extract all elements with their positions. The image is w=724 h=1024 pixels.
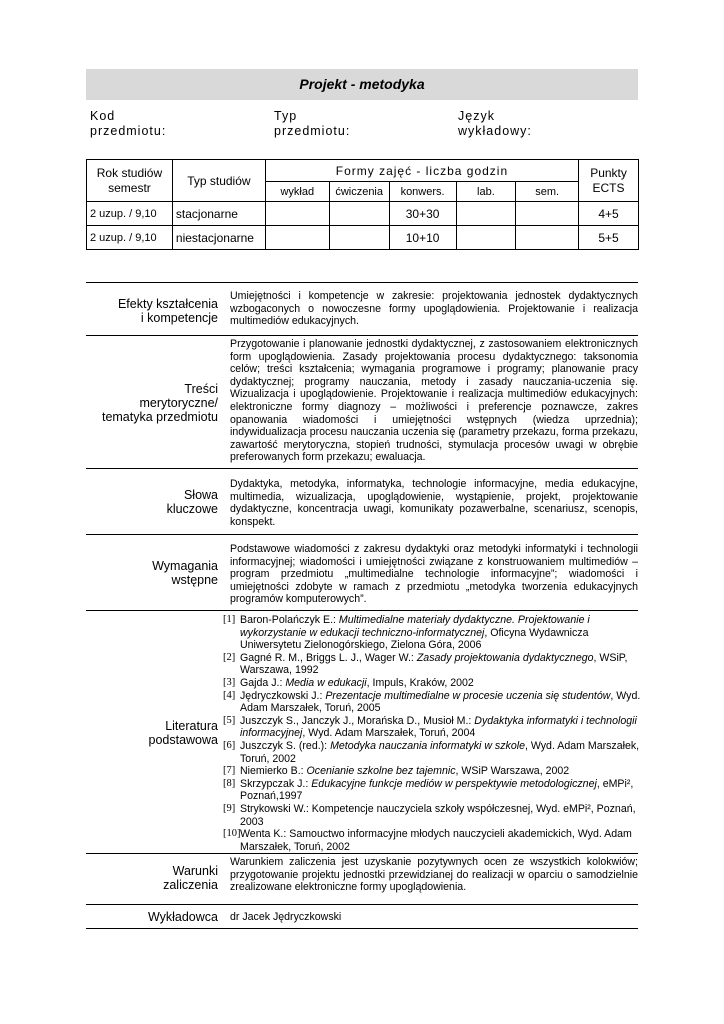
- typ-cell: stacjonarne: [172, 202, 265, 226]
- list-item: [223, 803, 641, 828]
- lit-publisher: , Wyd. Adam Marszałek, Toruń, 2004: [302, 727, 476, 740]
- lit-number: [9]: [223, 802, 236, 814]
- kod-przedmiotu-label: Kod przedmiotu:: [90, 109, 167, 138]
- lit-author: Juszczyk S., Janczyk J., Morańska D., Musioł M.:: [240, 714, 475, 727]
- list-item: [223, 740, 641, 765]
- rok-studiow-header: Rok studiów semestr: [87, 160, 173, 202]
- lit-number: [2]: [223, 651, 236, 663]
- list-item: [223, 677, 641, 690]
- lit-number: [5]: [223, 714, 236, 726]
- list-item: [223, 765, 641, 778]
- lit-number: [8]: [223, 777, 236, 789]
- lab-cell: [456, 202, 516, 226]
- typ-przedmiotu-label: Typ przedmiotu:: [274, 109, 351, 138]
- slowa-section: [86, 468, 638, 535]
- typ-cell: niestacjonarne: [172, 226, 265, 250]
- konwers-cell: 30+30: [389, 202, 456, 226]
- punkty-ects-header: Punkty ECTS: [579, 160, 639, 202]
- lit-author: Strykowski W.: Kompetencje nauczyciela szkoły współczesnej, Wyd. eMPi², Poznań, 2003: [240, 802, 636, 828]
- literatura-section: [86, 610, 641, 854]
- lit-number: [4]: [223, 689, 236, 701]
- cwiczenia-cell: [329, 226, 389, 250]
- wykladowca-label: Wykładowca: [147, 910, 218, 924]
- rok-cell: 2 uzup. / 9,10: [87, 226, 173, 250]
- tresci-label: Treści merytoryczne/ tematyka przedmiotu: [101, 382, 218, 424]
- efekty-section: [86, 282, 638, 336]
- lit-author: Jędryczkowski J.:: [240, 689, 326, 702]
- lit-publisher: , WSiP Warszawa, 2002: [455, 765, 570, 778]
- warunki-label: Warunki zaliczenia: [163, 864, 218, 892]
- slowa-text: Dydaktyka, metodyka, informatyka, technologie informacyjne, media edukacyjne, multimedia, wizualizacja, upoglądowienie, wystąpienie, projekt, projektowanie dydaktyczne, koncentracja uwagi, komunikaty pozawerbalne, scenariusz, scenopis, konspekt.: [230, 478, 638, 528]
- lab-header: lab.: [456, 182, 516, 202]
- sem-header: sem.: [516, 182, 579, 202]
- rok-cell: 2 uzup. / 9,10: [87, 202, 173, 226]
- wykladowca-name: dr Jacek Jędryczkowski: [230, 911, 342, 923]
- jezyk-wykladowy-label: Język wykładowy:: [458, 109, 532, 138]
- lit-publisher: , eMPi², Poznań,1997: [240, 777, 634, 803]
- typ-studiow-header: Typ studiów: [172, 160, 265, 202]
- konwers-header: konwers.: [389, 182, 456, 202]
- bottom-divider: [86, 928, 638, 929]
- table-row: [87, 226, 639, 250]
- lit-publisher: , Wyd. Adam Marszałek, Toruń, 2002: [240, 739, 640, 765]
- lit-author: Gagné R. M., Briggs L. J., Wager W.:: [240, 651, 417, 664]
- lit-title: Zasady projektowania dydaktycznego: [416, 651, 594, 664]
- lit-author: Gajda J.:: [240, 676, 286, 689]
- lit-title: Metodyka nauczania informatyki w szkole: [330, 739, 525, 752]
- efekty-text: Umiejętności i kompetencje w zakresie: projektowania jednostek dydaktycznych wzbogaconych o nowoczesne formy upoglądowienia. Projektowanie i realizacja multimediów edukacyjnych.: [230, 290, 638, 328]
- formy-zajec-header: Formy zajęć - liczba godzin: [265, 160, 578, 182]
- konwers-cell: 10+10: [389, 226, 456, 250]
- lit-title: Edukacyjne funkcje mediów w perspektywie metodologicznej: [311, 777, 597, 790]
- lit-publisher: , Impuls, Kraków, 2002: [366, 676, 474, 689]
- list-item: [223, 828, 641, 853]
- cwiczenia-cell: [329, 202, 389, 226]
- lit-number: [1]: [223, 614, 236, 625]
- lit-number: [10]: [223, 828, 241, 840]
- literatura-list: [223, 614, 641, 853]
- lit-author: Skrzypczak J.:: [240, 777, 312, 790]
- wykladowca-section: [86, 904, 638, 929]
- warunki-section: [86, 853, 638, 905]
- lit-number: [7]: [223, 765, 236, 777]
- lit-number: [6]: [223, 739, 236, 751]
- sem-cell: [516, 202, 579, 226]
- lit-author: Baron-Polańczyk E.:: [240, 614, 339, 626]
- lit-title: Dydaktyka informatyki i technologii informacyjnej: [240, 714, 637, 740]
- tresci-section: [86, 335, 638, 469]
- lit-title: Ocenianie szkolne bez tajemnic: [306, 765, 456, 778]
- sem-cell: [516, 226, 579, 250]
- list-item: [223, 690, 641, 715]
- wymagania-section: [86, 534, 638, 611]
- study-hours-table: [86, 159, 639, 250]
- wymagania-text: Podstawowe wiadomości z zakresu dydaktyki oraz metodyki informatyki i technologii informacyjnej; wiadomości i umiejętności związane z konstruowaniem multimediów – program przedmiotu „multimedialne technologie informacyjne”; wiadomości i umiejętności zdobyte w ramach z przedmiotu „metodyka tworzenia edukacyjnych programów komputerowych”.: [230, 543, 638, 606]
- lit-publisher: , WSiP, Warszawa, 1992: [240, 651, 628, 677]
- lab-cell: [456, 226, 516, 250]
- ects-cell: 4+5: [579, 202, 639, 226]
- list-item: [223, 652, 641, 677]
- lit-publisher: , Wyd. Adam Marszałek, Toruń, 2005: [240, 689, 641, 715]
- lit-title: Multimedialne materiały dydaktyczne. Projektowanie i wykorzystanie w edukacji techniczno-informatycznej: [240, 614, 590, 639]
- lit-title: Media w edukacji: [285, 676, 367, 689]
- lit-publisher: , Oficyna Wydawnicza Uniwersytetu Zielonogórskiego, Zielona Góra, 2006: [240, 626, 589, 652]
- literatura-label: Literatura podstawowa: [148, 719, 218, 747]
- slowa-label: Słowa kluczowe: [166, 488, 218, 516]
- table-row: [87, 202, 639, 226]
- lit-author: Juszczyk S. (red.):: [240, 739, 331, 752]
- tresci-text: Przygotowanie i planowanie jednostki dydaktycznej, z zastosowaniem elektronicznych form upoglądowienia. Zasady projektowania procesu dydaktycznego: taksonomia celów; treści kształcenia; wymagania programowe i programy; planowanie pracy dydaktycznej; programy nauczania, metody i zasady nauczania-uczenia się. Wizualizacja i upoglądowienie. Projektowanie i realizacja multimediów edukacyjnych: elektroniczne formy diagnozy – możliwości i preferencje poznawcze, zakres opanowania wiadomości i umiejętności wstępnych (wiedza uprzednia); indywidualizacja procesu nauczania uczenia się (parametry przekazu, forma przekazu, zawartość merytoryczna, stopień trudności, stymulacja procesów uwagi w obrębie preferowanych form przekazu; ewaluacja.: [230, 338, 638, 464]
- list-item: [223, 614, 641, 652]
- lit-author: Wenta K.: Samouctwo informacyjne młodych nauczycieli akademickich, Wyd. Adam Marszałek, Toruń, 2002: [240, 828, 632, 853]
- wyklad-cell: [265, 226, 329, 250]
- list-item: [223, 778, 641, 803]
- wyklad-cell: [265, 202, 329, 226]
- efekty-label: Efekty kształcenia i kompetencje: [117, 297, 218, 325]
- list-item: [223, 715, 641, 740]
- warunki-text: Warunkiem zaliczenia jest uzyskanie pozytywnych ocen ze wszystkich kolokwiów; przygotowanie projektu jednostki przewidzianej do realizacji w oparciu o samodzielnie zrealizowane elektroniczne formy upoglądowienia.: [230, 856, 638, 894]
- lit-title: Prezentacje multimedialne w procesie uczenia się studentów: [325, 689, 611, 702]
- cwiczenia-header: ćwiczenia: [329, 182, 389, 202]
- lit-number: [3]: [223, 676, 236, 688]
- ects-cell: 5+5: [579, 226, 639, 250]
- wyklad-header: wykład: [265, 182, 329, 202]
- wymagania-label: Wymagania wstępne: [152, 559, 218, 587]
- lit-author: Niemierko B.:: [240, 765, 307, 778]
- page-title: Projekt - metodyka: [86, 69, 638, 100]
